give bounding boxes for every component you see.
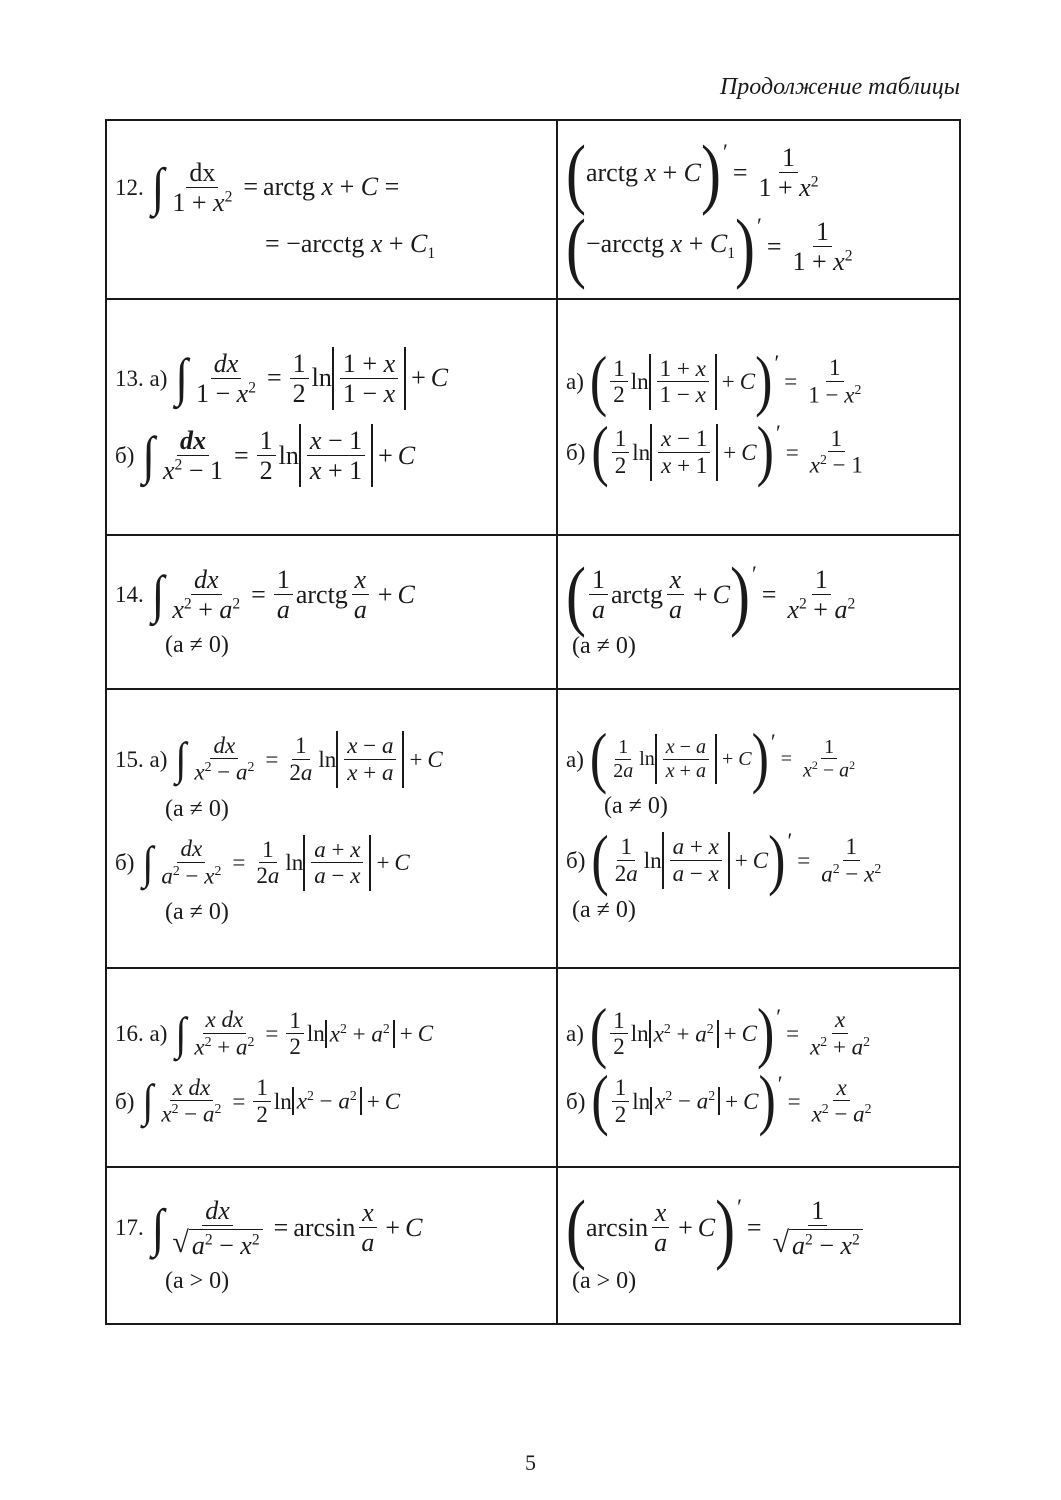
derivative-cell: а) ( $\frac{1}{2}$ ln $\frac{1 + x}{1 - x}$ + C ) ′ = $\frac{1}{1 - x^2}$ б) ( $\frac{1}{2}$ ln $\frac{x - 1}{x + 1}$ + C ) ′ = $\frac{1}{x^2 - 1}$	[557, 299, 960, 535]
derivative-cell: а) ( $\frac{1}{2}$ ln $x^2 + a^2$ + C ) ′ = $\frac{x}{x^2 + a^2}$ б) ( $\frac{1}{2}$ ln $x^2 - a^2$ + C ) ′ = $\frac{x}{x^2 - a^2}$	[557, 968, 960, 1167]
row-number: 17.	[115, 1215, 144, 1241]
row-number: 13. а)	[115, 365, 168, 391]
row-number: 16. а)	[115, 1021, 168, 1047]
variant-label: б)	[115, 443, 135, 469]
derivative-cell: ( arctg x + C ) ′ = $\frac{1}{1 + x^2}$ ( −arcctg $x + C_1$ ) ′ = $\frac{1}{1 + x^2}$	[557, 120, 960, 299]
row-number: 14.	[115, 582, 144, 607]
variant-label: б)	[115, 1088, 135, 1114]
formula-cell: 14. ∫ $\frac{dx}{x^2 + a^2}$ = $\frac{1}{a}$ arctg $\frac{x}{a}$ + C (a ≠ 0)	[106, 535, 557, 689]
page-number: 5	[525, 1450, 536, 1475]
condition: (a > 0)	[572, 1267, 637, 1294]
variant-label: а)	[566, 369, 584, 395]
table-row	[106, 1167, 960, 1324]
formula-cell: 15. а) ∫ $\frac{dx}{x^2 - a^2}$ = $\frac{1}{2a}$ ln $\frac{x - a}{x + a}$ + C (a ≠ 0) б) ∫ $\frac{dx}{a^2 - x^2}$ = $\frac{1}{2a}$ ln $\frac{a + x}{a - x}$ + C (a ≠ 0)	[106, 689, 557, 968]
variant-label: а)	[566, 746, 584, 772]
table-row	[106, 299, 960, 535]
row-number: 12.	[115, 174, 144, 200]
derivative-cell: а) ( $\frac{1}{2a}$ ln $\frac{x - a}{x + a}$ + C ) ′ = $\frac{1}{x^2 - a^2}$ (a ≠ 0) б) ( $\frac{1}{2a}$ ln $\frac{a + x}{a - x}$ + C ) ′ = $\frac{1}{a^2 - x^2}$ (a ≠ 0)	[557, 689, 960, 968]
condition: (a ≠ 0)	[572, 896, 636, 923]
condition: (a ≠ 0)	[604, 793, 668, 820]
variant-label: б)	[566, 1088, 586, 1114]
formula-cell: 17. ∫ dx √ $a^2 - x^2$ = arcsin $\frac{x}{a}$ + C (a > 0)	[106, 1167, 557, 1324]
table-continuation-caption: Продолжение таблицы	[719, 74, 960, 100]
derivative-cell: ( arcsin $\frac{x}{a}$ + C ) ′ = 1 √ $a^2 - x^2$ (a > 0)	[557, 1167, 960, 1324]
condition: (a ≠ 0)	[165, 632, 229, 659]
variant-label: а)	[566, 1021, 584, 1047]
derivative-cell: ( $\frac{1}{a}$ arctg $\frac{x}{a}$ + C ) ′ = $\frac{1}{x^2 + a^2}$ (a ≠ 0)	[557, 535, 960, 689]
table-row	[106, 535, 960, 689]
integral-table	[105, 119, 961, 1325]
formula-cell: 16. а) ∫ $\frac{\text{x dx}}{x^2 + a^2}$ = $\frac{1}{2}$ ln $x^2 + a^2$ + C б) ∫ $\frac{\text{x dx}}{x^2 - a^2}$ = $\frac{1}{2}$ ln $x^2 - a^2$ + C	[106, 968, 557, 1167]
condition: (a ≠ 0)	[572, 632, 636, 659]
variant-label: б)	[566, 848, 586, 873]
formula-cell: 13. а) ∫ $\frac{dx}{1 - x^2}$ = $\frac{1}{2}$ ln $\frac{1 + x}{1 - x}$ + C б) ∫ $\frac{dx}{x^2 - 1}$ = $\frac{1}{2}$ ln $\frac{x - 1}{x + 1}$ + C	[106, 299, 557, 535]
formula-cell: 12. ∫ $\frac{dx}{1 + x^2}$ = arctg x + C = = −arcctg $x + C_1$	[106, 120, 557, 299]
variant-label: б)	[115, 850, 135, 876]
condition: (a ≠ 0)	[165, 795, 229, 822]
table-row	[106, 120, 960, 299]
table-row	[106, 968, 960, 1167]
condition: (a ≠ 0)	[165, 899, 229, 925]
row-number: 15. а)	[115, 746, 168, 772]
variant-label: б)	[566, 439, 586, 465]
table-row	[106, 689, 960, 968]
condition: (a > 0)	[165, 1267, 230, 1294]
